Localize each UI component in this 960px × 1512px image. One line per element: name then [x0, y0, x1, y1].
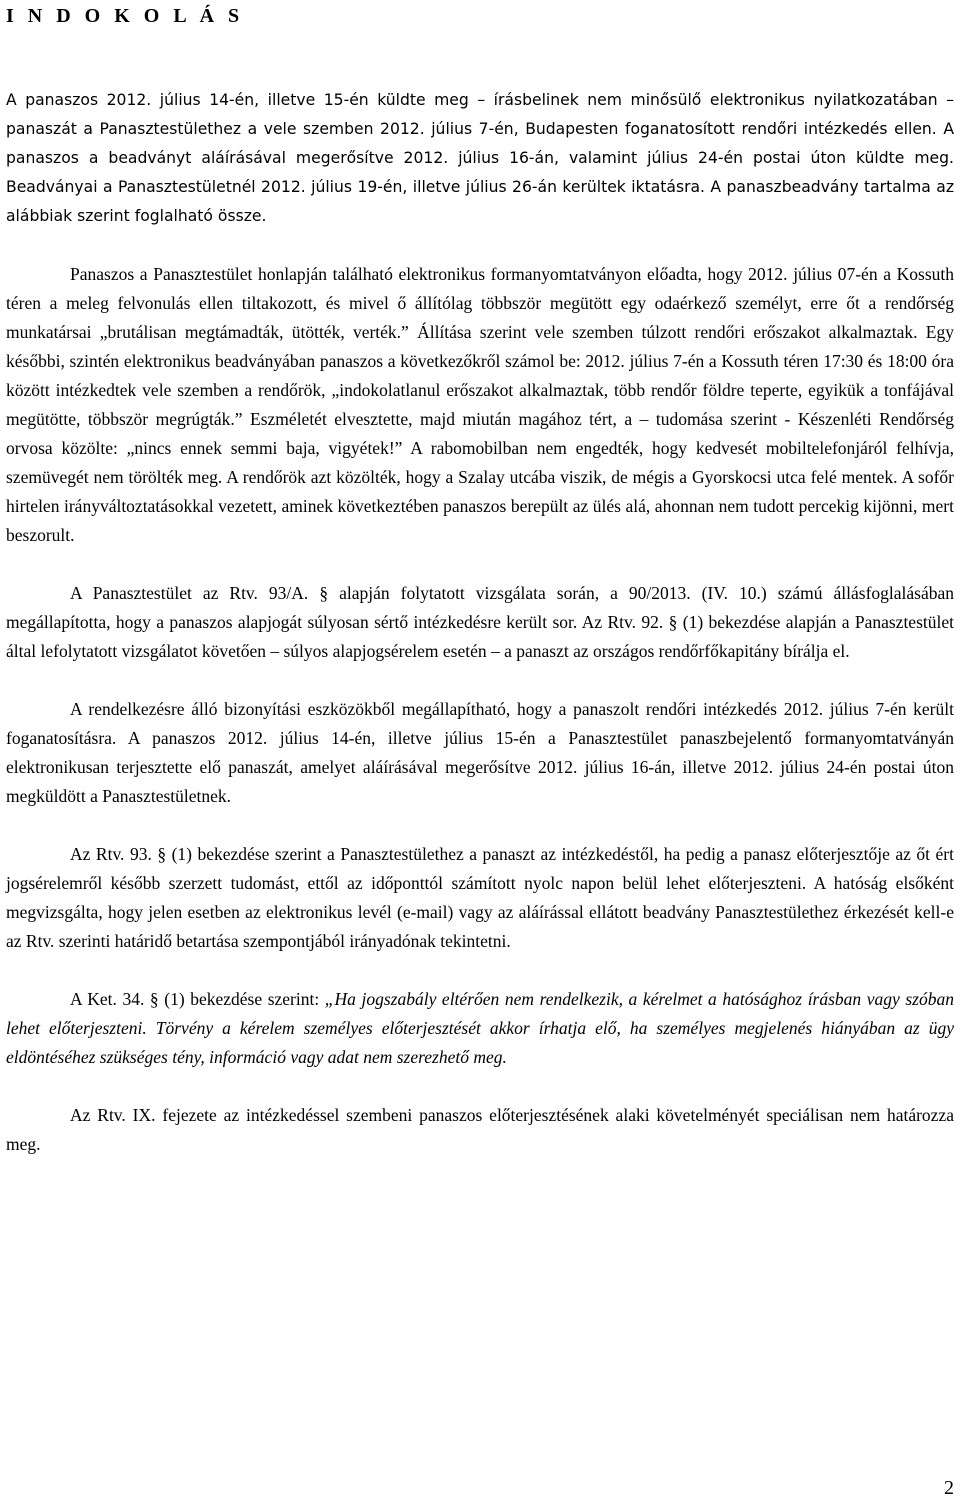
- paragraph-deadline: [6, 840, 954, 956]
- paragraph-board-opinion: [6, 579, 954, 666]
- paragraph-text: A panaszos 2012. július 14-én, illetve 15-én küldte meg – írásbelinek nem minősülő elektronikus nyilatkozatában – panaszát a Panasztestülethez a vele szemben 2012. július 7-én, Budapesten foganatosított rendőri intézkedés ellen. A panaszos a beadványt aláírásával megerősítve 2012. július 16-án, valamint július 24-én postai úton küldte meg. Beadványai a Panasztestületnél 2012. július 19-én, illetve július 26-án kerültek iktatásra. A panaszbeadvány tartalma az alábbiak szerint foglalható össze.: [6, 91, 954, 225]
- paragraph-text: Panaszos a Panasztestület honlapján található elektronikus formanyomtatványon előadta, hogy 2012. július 07-én a Kossuth téren a meleg felvonulás ellen tiltakozott, és mivel ő állítólag többször megütött egy odaérkező személyt, erre őt a rendőrség munkatársai „brutálisan megtámadták, ütötték, verték.” Állítása szerint vele szemben túlzott rendőri erőszakot alkalmaztak. Egy későbbi, szintén elektronikus beadványában panaszos a következőkről számol be: 2012. július 7-én a Kossuth téren 17:30 és 18:00 óra között intézkedtek vele szemben a rendőrök, „indokolatlanul erőszakot alkalmaztak, több rendőr földre teperte, egyikük a tonfájával megütötte, többször megrúgták.” Eszméletét elvesztette, majd miután magához tért, a – tudomása szerint - Készenléti Rendőrség orvosa közölte: „nincs ennek semmi baja, vigyétek!” A rabomobilban nem engedték, hogy kedvesét mobiltelefonjáról felhívja, szemüvegét nem törölték meg. A rendőrök azt közölték, hogy a Szalay utcába viszik, de mégis a Gyorskocsi utca felé mentek. A sofőr hirtelen irányváltoztatásokkal vezetett, aminek következtében panaszos berepült az ülés alá, ahonnan nem tudott percekig kijönni, mert beszorult.: [6, 264, 954, 545]
- paragraph-complaint-content: [6, 260, 954, 550]
- page-number: 2: [944, 1477, 954, 1499]
- paragraph-text: Az Rtv. 93. § (1) bekezdése szerint a Panasztestülethez a panaszt az intézkedéstől, ha pedig a panasz előterjesztője az őt ért jogsérelemről később szerzett tudomást, ettől az időponttól számított nyolc napon belül lehet előterjeszteni. A hatóság elsőként megvizsgálta, hogy jelen esetben az elektronikus levél (e-mail) vagy az aláírással ellátott beadvány Panasztestülethez érkezését kell-e az Rtv. szerinti határidő betartása szempontjából irányadónak tekintetni.: [6, 844, 954, 951]
- paragraph-lead-text: A Ket. 34. § (1) bekezdése szerint:: [70, 989, 325, 1009]
- paragraph-formal-requirements: [6, 1101, 954, 1159]
- paragraph-text: Az Rtv. IX. fejezete az intézkedéssel szembeni panaszos előterjesztésének alaki követelményét speciálisan nem határozza meg.: [6, 1105, 954, 1154]
- paragraph-ket-quote: [6, 985, 954, 1072]
- paragraph-quoted-law: „Ha jogszabály eltérően nem rendelkezik, a kérelmet a hatósághoz írásban vagy szóban lehet előterjeszteni. Törvény a kérelem személyes előterjesztését akkor írhatja elő, ha személyes megjelenés hiányában az ügy eldöntéséhez szükséges tény, információ vagy adat nem szerezhető meg.: [6, 989, 954, 1067]
- paragraph-evidence: [6, 695, 954, 811]
- paragraph-text: A Panasztestület az Rtv. 93/A. § alapján folytatott vizsgálata során, a 90/2013. (IV. 10.) számú állásfoglalásában megállapította, hogy a panaszos alapjogát súlyosan sértő intézkedésre került sor. Az Rtv. 92. § (1) bekezdése alapján a Panasztestület által lefolytatott vizsgálatot követően – súlyos alapjogsérelem esetén – a panaszt az országos rendőrfőkapitány bírálja el.: [6, 583, 954, 661]
- section-heading: I N D O K O L Á S: [6, 5, 244, 27]
- document-page: [6, 0, 954, 1159]
- paragraph-text: A rendelkezésre álló bizonyítási eszközökből megállapítható, hogy a panaszolt rendőri intézkedés 2012. július 7-én került foganatosításra. A panaszos 2012. július 14-én, illetve július 15-én a Panasztestület panaszbejelentő formanyomtatványán elektronikusan terjesztette elő panaszát, amelyet aláírásával megerősítve 2012. július 16-án, illetve 2012. július 24-én postai úton megküldött a Panasztestületnek.: [6, 699, 954, 806]
- paragraph-complaint-submission: [6, 86, 954, 231]
